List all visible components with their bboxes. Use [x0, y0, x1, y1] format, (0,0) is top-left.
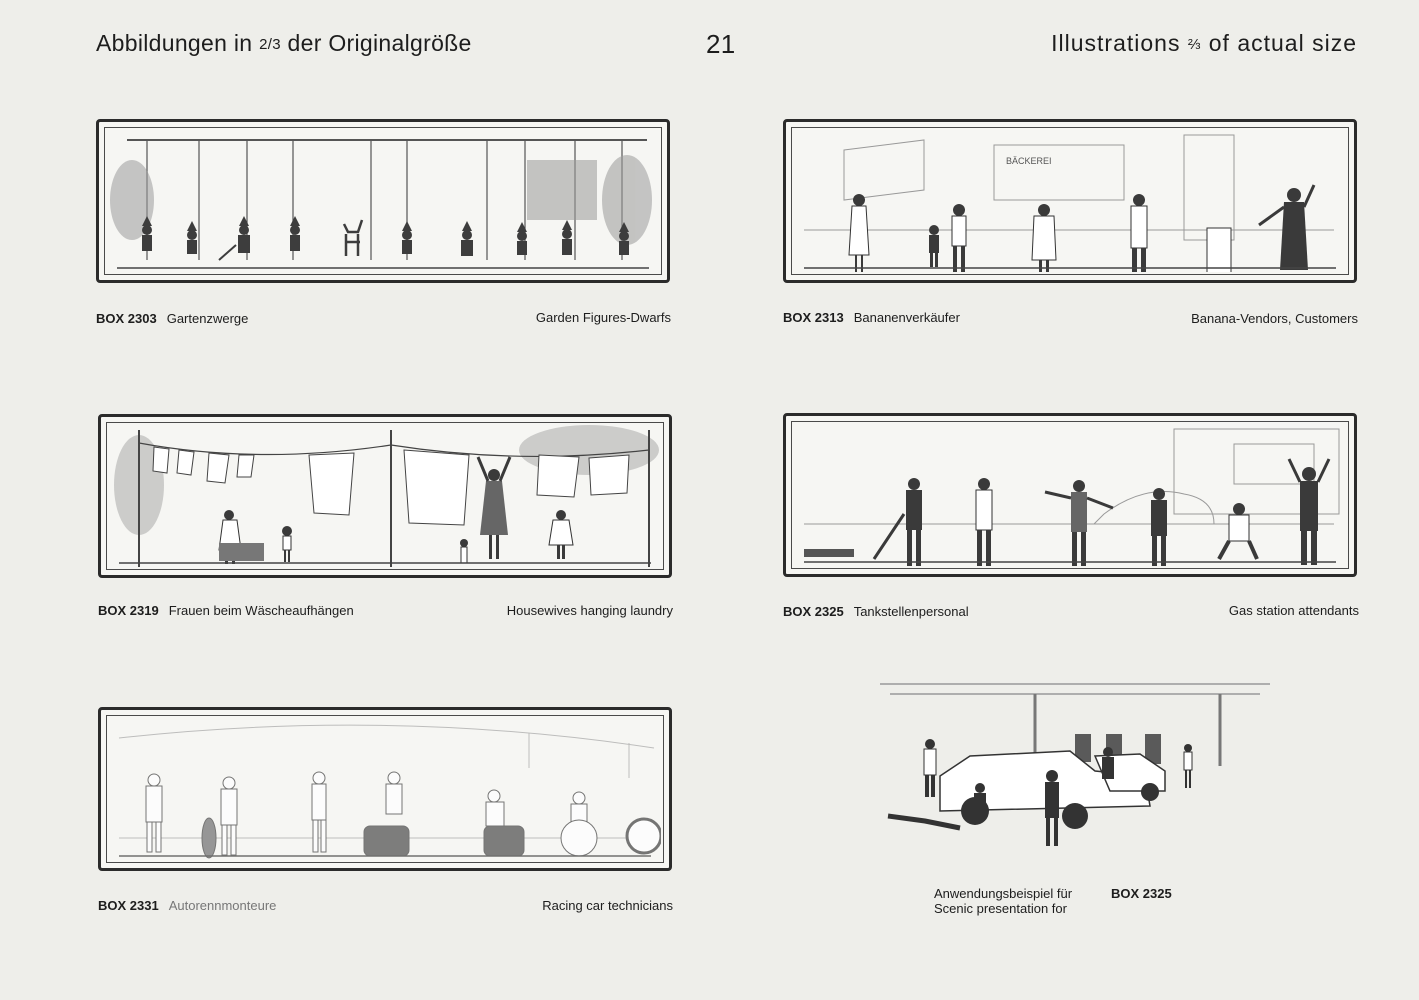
caption-2319: BOX 2319 Frauen beim Wäscheaufhängen: [98, 603, 354, 618]
caption-2325: BOX 2325 Tankstellenpersonal: [783, 604, 969, 619]
fraction-german: 2/3: [259, 36, 281, 53]
scenic-presentation-illustration: [880, 676, 1270, 846]
box-2319-illustration: [98, 414, 672, 578]
header-german: Abbildungen in 2/3 der Originalgröße: [96, 30, 472, 56]
header-english: Illustrations ⅔ of actual size: [1051, 30, 1357, 56]
racing-technicians-scene: [109, 718, 661, 860]
caption-2325-english: Gas station attendants: [1228, 603, 1359, 618]
caption-2331: BOX 2331 Autorennmonteure: [98, 898, 277, 913]
bakery-sign: BÄCKEREI: [1006, 156, 1052, 166]
page-number: 21: [706, 29, 736, 59]
fraction-english: ⅔: [1187, 36, 1202, 53]
caption-2303: BOX 2303 Gartenzwerge: [96, 311, 249, 326]
caption-2303-english: Garden Figures-Dwarfs: [535, 310, 671, 325]
caption-2319-english: Housewives hanging laundry: [506, 603, 673, 618]
box-2313-illustration: [783, 119, 1357, 283]
banana-vendors-scene: [794, 130, 1346, 272]
box-2331-illustration: [98, 707, 672, 871]
laundry-scene: [109, 425, 661, 567]
scenic-box-number: BOX 2325: [1111, 886, 1172, 901]
box-2303-illustration: [96, 119, 670, 283]
caption-2313-english: Banana-Vendors, Customers: [1191, 311, 1358, 326]
caption-2313: BOX 2313 Bananenverkäufer: [783, 310, 960, 325]
garden-dwarfs-scene: [107, 130, 659, 272]
scenic-caption: Anwendungsbeispiel für Scenic presentation for: [934, 886, 1073, 916]
caption-2331-english: Racing car technicians: [542, 898, 673, 913]
box-2325-illustration: [783, 413, 1357, 577]
gas-station-attendants-scene: [794, 424, 1346, 566]
